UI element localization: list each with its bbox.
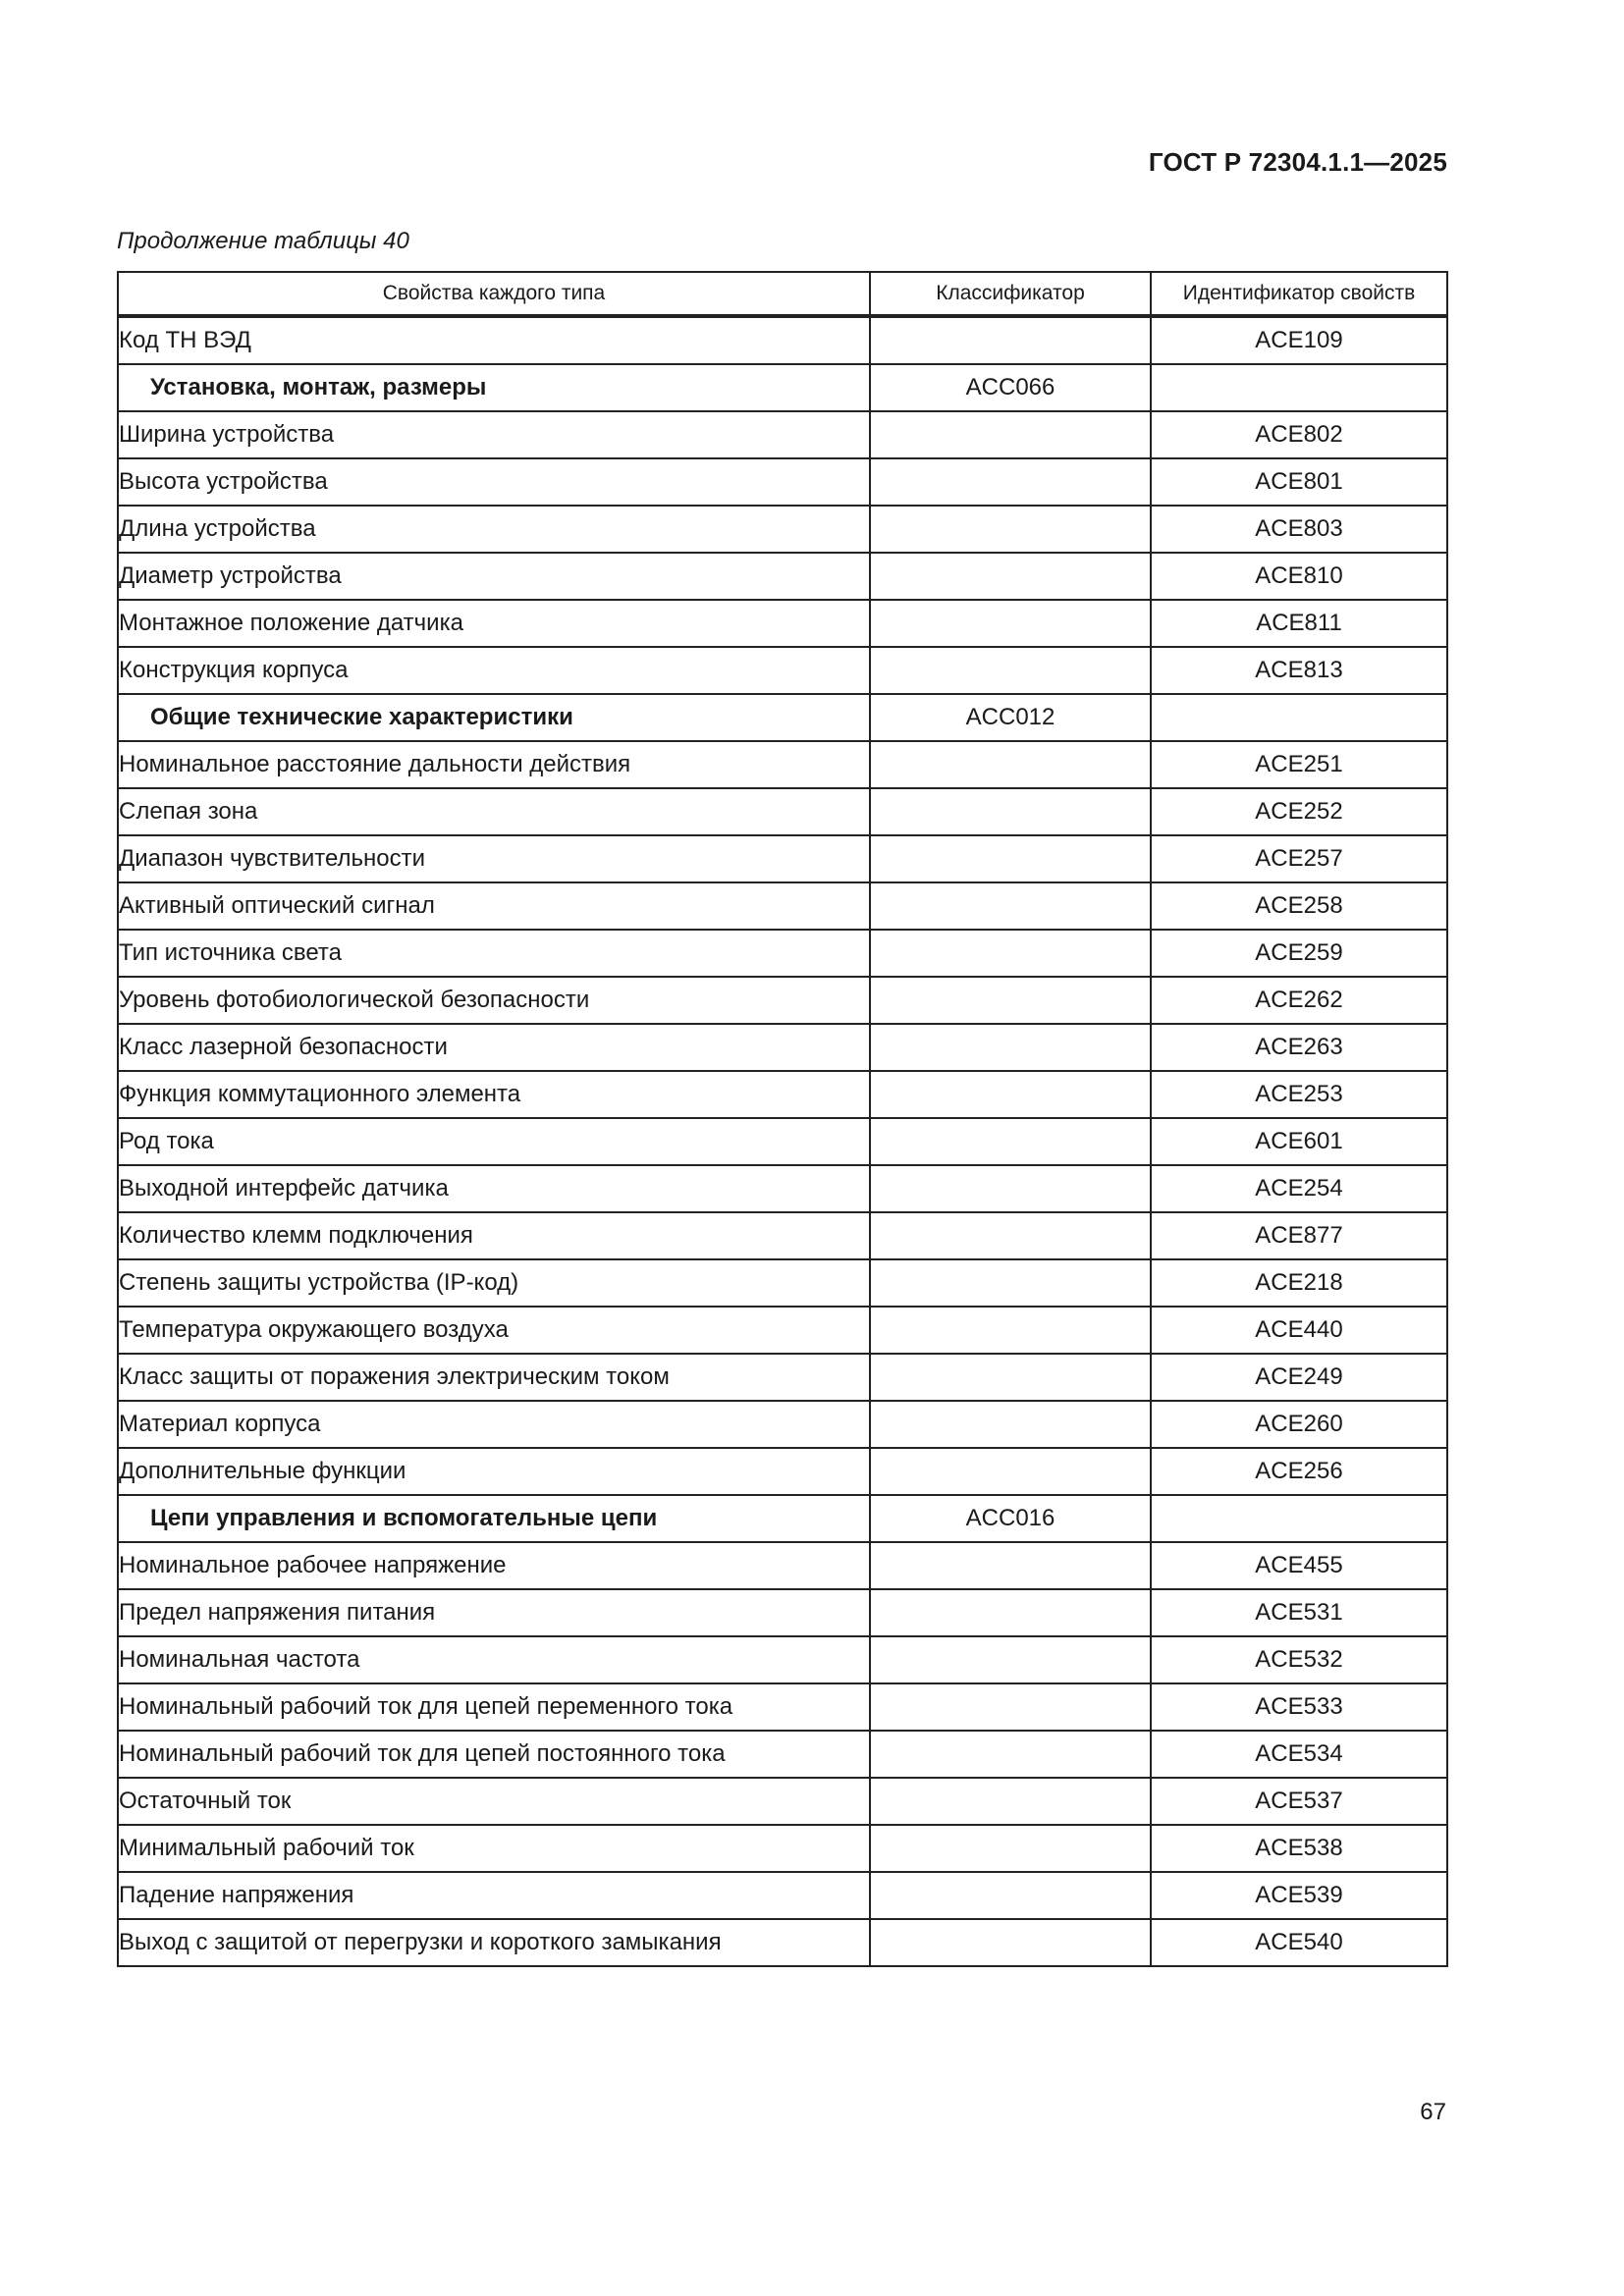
table-row [118, 930, 1447, 977]
classifier-cell: ACC066 [870, 364, 1151, 411]
identifier-cell: ACE259 [1151, 930, 1447, 977]
table-row [118, 882, 1447, 930]
identifier-cell: ACE251 [1151, 741, 1447, 788]
property-name-cell: Номинальная частота [118, 1636, 870, 1683]
identifier-cell: ACE249 [1151, 1354, 1447, 1401]
identifier-cell: ACE260 [1151, 1401, 1447, 1448]
classifier-cell [870, 647, 1151, 694]
property-name-cell: Номинальный рабочий ток для цепей переменного тока [118, 1683, 870, 1731]
identifier-cell: ACE539 [1151, 1872, 1447, 1919]
identifier-cell: ACE534 [1151, 1731, 1447, 1778]
table-row [118, 411, 1447, 458]
identifier-cell: ACE531 [1151, 1589, 1447, 1636]
property-name-cell: Монтажное положение датчика [118, 600, 870, 647]
classifier-cell [870, 1165, 1151, 1212]
classifier-cell [870, 553, 1151, 600]
classifier-cell [870, 411, 1151, 458]
property-name-cell: Уровень фотобиологической безопасности [118, 977, 870, 1024]
table-group-row [118, 1495, 1447, 1542]
identifier-cell: ACE813 [1151, 647, 1447, 694]
table-row [118, 1165, 1447, 1212]
identifier-cell: ACE540 [1151, 1919, 1447, 1966]
column-header-classifier: Классификатор [870, 272, 1151, 316]
property-name-cell: Материал корпуса [118, 1401, 870, 1448]
identifier-cell: ACE254 [1151, 1165, 1447, 1212]
classifier-cell [870, 977, 1151, 1024]
property-name-cell: Высота устройства [118, 458, 870, 506]
identifier-cell: ACE803 [1151, 506, 1447, 553]
table-header-row [118, 272, 1447, 316]
table-row [118, 788, 1447, 835]
identifier-cell: ACE262 [1151, 977, 1447, 1024]
table-row [118, 316, 1447, 364]
classifier-cell [870, 1589, 1151, 1636]
table-row [118, 1448, 1447, 1495]
identifier-cell: ACE218 [1151, 1259, 1447, 1307]
table-row [118, 1259, 1447, 1307]
classifier-cell [870, 930, 1151, 977]
identifier-cell: ACE258 [1151, 882, 1447, 930]
table-caption: Продолжение таблицы 40 [117, 228, 409, 254]
classifier-cell [870, 600, 1151, 647]
classifier-cell [870, 1542, 1151, 1589]
property-name-cell: Предел напряжения питания [118, 1589, 870, 1636]
table-row [118, 506, 1447, 553]
property-name-cell: Длина устройства [118, 506, 870, 553]
classifier-cell [870, 316, 1151, 364]
property-name-cell: Функция коммутационного элемента [118, 1071, 870, 1118]
identifier-cell [1151, 364, 1447, 411]
property-name-cell: Диапазон чувствительности [118, 835, 870, 882]
table-row [118, 835, 1447, 882]
identifier-cell: ACE257 [1151, 835, 1447, 882]
property-name-cell: Дополнительные функции [118, 1448, 870, 1495]
table-row [118, 1589, 1447, 1636]
properties-table [117, 271, 1448, 1967]
property-name-cell: Номинальное расстояние дальности действия [118, 741, 870, 788]
property-name-cell: Остаточный ток [118, 1778, 870, 1825]
property-name-cell: Количество клемм подключения [118, 1212, 870, 1259]
property-name-cell: Выходной интерфейс датчика [118, 1165, 870, 1212]
table-row [118, 1731, 1447, 1778]
classifier-cell [870, 1354, 1151, 1401]
identifier-cell: ACE601 [1151, 1118, 1447, 1165]
classifier-cell [870, 1683, 1151, 1731]
table-group-row [118, 694, 1447, 741]
table-row [118, 458, 1447, 506]
table-group-row [118, 364, 1447, 411]
identifier-cell: ACE810 [1151, 553, 1447, 600]
classifier-cell [870, 741, 1151, 788]
classifier-cell [870, 1307, 1151, 1354]
identifier-cell [1151, 694, 1447, 741]
identifier-cell: ACE455 [1151, 1542, 1447, 1589]
column-header-properties: Свойства каждого типа [118, 272, 870, 316]
identifier-cell: ACE256 [1151, 1448, 1447, 1495]
property-name-cell: Температура окружающего воздуха [118, 1307, 870, 1354]
identifier-cell: ACE263 [1151, 1024, 1447, 1071]
table-row [118, 1118, 1447, 1165]
table-row [118, 1778, 1447, 1825]
identifier-cell: ACE537 [1151, 1778, 1447, 1825]
classifier-cell [870, 1778, 1151, 1825]
classifier-cell [870, 1024, 1151, 1071]
identifier-cell: ACE877 [1151, 1212, 1447, 1259]
property-name-cell: Конструкция корпуса [118, 647, 870, 694]
property-name-cell: Код ТН ВЭД [118, 316, 870, 364]
property-name-cell: Номинальное рабочее напряжение [118, 1542, 870, 1589]
table-row [118, 1919, 1447, 1966]
classifier-cell: ACC012 [870, 694, 1151, 741]
identifier-cell: ACE532 [1151, 1636, 1447, 1683]
identifier-cell: ACE538 [1151, 1825, 1447, 1872]
classifier-cell [870, 1636, 1151, 1683]
classifier-cell [870, 1872, 1151, 1919]
property-name-cell: Общие технические характеристики [118, 694, 870, 741]
identifier-cell: ACE109 [1151, 316, 1447, 364]
property-name-cell: Активный оптический сигнал [118, 882, 870, 930]
identifier-cell: ACE253 [1151, 1071, 1447, 1118]
property-name-cell: Класс лазерной безопасности [118, 1024, 870, 1071]
classifier-cell [870, 835, 1151, 882]
table-row [118, 1212, 1447, 1259]
identifier-cell: ACE440 [1151, 1307, 1447, 1354]
table-row [118, 1307, 1447, 1354]
classifier-cell [870, 1448, 1151, 1495]
classifier-cell [870, 1731, 1151, 1778]
table-row [118, 647, 1447, 694]
table-row [118, 600, 1447, 647]
property-name-cell: Установка, монтаж, размеры [118, 364, 870, 411]
identifier-cell: ACE811 [1151, 600, 1447, 647]
table-row [118, 1354, 1447, 1401]
property-name-cell: Номинальный рабочий ток для цепей постоянного тока [118, 1731, 870, 1778]
table-row [118, 1636, 1447, 1683]
table-row [118, 741, 1447, 788]
column-header-identifier: Идентификатор свойств [1151, 272, 1447, 316]
table-row [118, 1071, 1447, 1118]
property-name-cell: Минимальный рабочий ток [118, 1825, 870, 1872]
identifier-cell: ACE252 [1151, 788, 1447, 835]
classifier-cell [870, 882, 1151, 930]
table-row [118, 553, 1447, 600]
identifier-cell: ACE801 [1151, 458, 1447, 506]
table-row [118, 1683, 1447, 1731]
identifier-cell: ACE533 [1151, 1683, 1447, 1731]
classifier-cell [870, 458, 1151, 506]
table-body [118, 316, 1447, 1966]
document-standard-header: ГОСТ Р 72304.1.1—2025 [1148, 147, 1447, 177]
table-row [118, 1872, 1447, 1919]
property-name-cell: Цепи управления и вспомогательные цепи [118, 1495, 870, 1542]
page-number: 67 [1420, 2099, 1446, 2125]
property-name-cell: Диаметр устройства [118, 553, 870, 600]
classifier-cell [870, 1118, 1151, 1165]
classifier-cell [870, 1212, 1151, 1259]
property-name-cell: Выход с защитой от перегрузки и короткого замыкания [118, 1919, 870, 1966]
property-name-cell: Слепая зона [118, 788, 870, 835]
table-row [118, 1542, 1447, 1589]
classifier-cell: ACC016 [870, 1495, 1151, 1542]
table-row [118, 1401, 1447, 1448]
property-name-cell: Класс защиты от поражения электрическим током [118, 1354, 870, 1401]
table-row [118, 977, 1447, 1024]
table-row [118, 1825, 1447, 1872]
classifier-cell [870, 1259, 1151, 1307]
classifier-cell [870, 1825, 1151, 1872]
table-row [118, 1024, 1447, 1071]
property-name-cell: Ширина устройства [118, 411, 870, 458]
classifier-cell [870, 788, 1151, 835]
classifier-cell [870, 1401, 1151, 1448]
identifier-cell [1151, 1495, 1447, 1542]
classifier-cell [870, 1919, 1151, 1966]
classifier-cell [870, 1071, 1151, 1118]
property-name-cell: Падение напряжения [118, 1872, 870, 1919]
property-name-cell: Тип источника света [118, 930, 870, 977]
identifier-cell: ACE802 [1151, 411, 1447, 458]
property-name-cell: Род тока [118, 1118, 870, 1165]
classifier-cell [870, 506, 1151, 553]
property-name-cell: Степень защиты устройства (IP-код) [118, 1259, 870, 1307]
